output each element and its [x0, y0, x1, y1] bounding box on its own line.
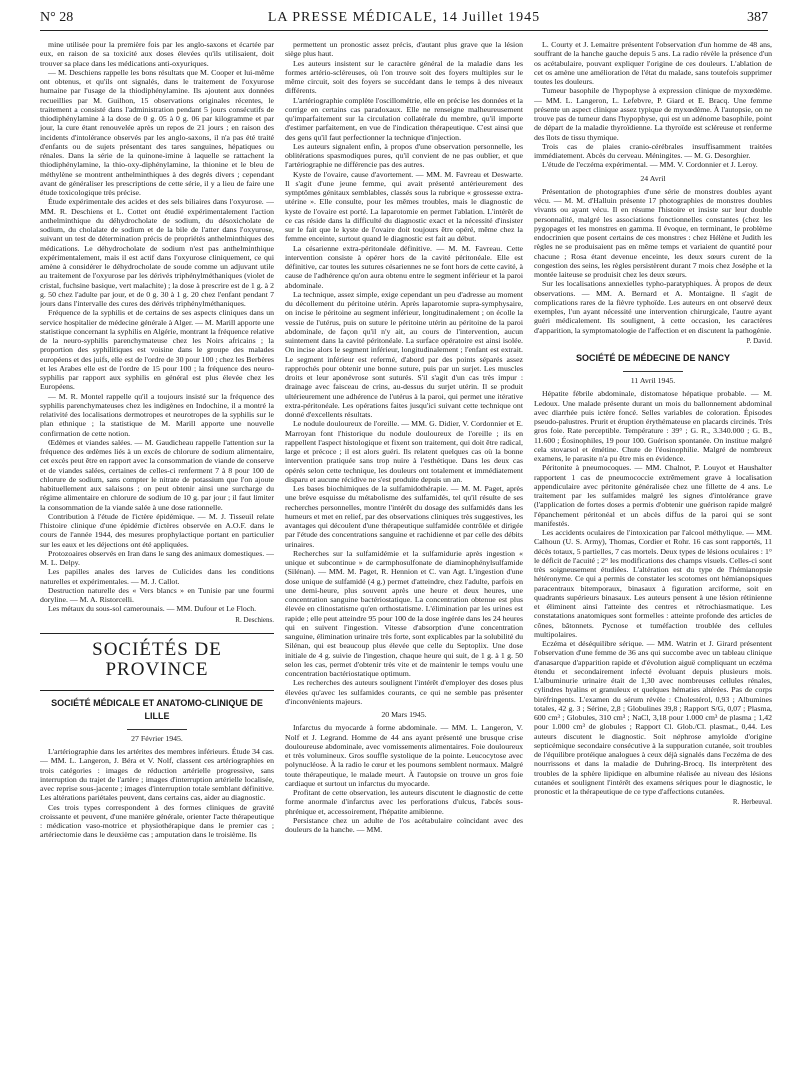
paragraph: Contribution à l'étude de l'ictère épidémique. — M. J. Tisseuil relate l'histoire clinique d'une épidémie d'ictères observée en A.O.F. dans le cours de l'année 1944, des mesures prophylactique portant en particulier sur les eaux et les déjections ont été appliquées. — [40, 511, 274, 549]
paragraph: mine utilisée pour la première fois par les anglo-saxons et écartée par eux, en raison de sa toxicité aux doses élevées qu'ils utilisaient, doit trouver sa place dans les médications anti-oxyuriques. — [40, 40, 274, 68]
paragraph: Les recherches des auteurs soulignent l'intérêt d'employer des doses plus élevées qu'avec les sulfamides courants, ce qui ne semble pas présenter d'inconvénients majeurs. — [285, 678, 523, 706]
paragraph: Tumeur basophile de l'hypophyse à expression clinique de myxœdème. — MM. L. Langeron, L. Lefebvre, P. Giard et E. Bracq. Une femme présente un aspect clinique assez typique de myxœdème. À l'autopsie, on ne trouve pas de tumeur dans l'hypophyse, qui est un adénome basophile, point de départ de la maladie thyroïdienne. La thyroïde est scléreuse et renferme des îlots de tissu thymique. — [534, 86, 772, 142]
signature: R. Herbeuval. — [732, 798, 772, 807]
paragraph: La technique, assez simple, exige cependant un peu d'adresse au moment du décollement du péritoine utérin. Après laparotomie supra-symphysaire, on incise le péritoine au segment inférieur, longitudinalement ; on écolle la vessie de l'utérus, puis on suture le péritoine utérin au péritoine de la paroi abdominale, de façon qu'il n'y ait, au cours de l'intervention, aucun suintement dans la cavité péritonéale. La surface opératoire est ainsi isolée. On incise alors le segment inférieur, longitudinalement ; l'enfant est extrait. Le segment inférieur est refermé, d'abord par des points séparés assez rapprochés pour obtenir une bonne suture, puis par un surjet. Les muscles droits et leur aponévrose sont suturés. S'il s'agit d'un cas très impur : drainage avec faisceau de crins, au-dessus du surjet utérin. Il se produit ultérieurement une adhérence de l'utérus à la paroi, qui permet une itérative extra-péritonéale. Les opérations faites jusqu'ici suivant cette technique ont donné d'excellents résultats. — [285, 289, 523, 419]
signature: P. David. — [746, 336, 772, 345]
paragraph: Protozoaires observés en Iran dans le sang des animaux domestiques. — M. L. Delpy. — [40, 548, 274, 567]
paragraph: Les métaux du sous-sol camerounais. — MM. Dufour et Le Floch. — [48, 604, 257, 614]
paragraph: Recherches sur la sulfamidémie et la sulfamidurie après ingestion « unique et subcontinue » de carmphosulfonate de diaminophénylsulfamide (Silénan). — MM. M. Paget, R. Hennion et C. van Agt. L'ingestion d'une dose unique de sulfamidé (4 g.) permet d'atteindre, chez l'adulte, parfois en une demi-heure, plus souvent après une heure et deux heures, une concentration sanguine bactériostatique. La concentration obtenue est plus élevée en clinostatisme qu'en orthostatisme. L'élimination par les urines est rapide ; elle peut atteindre 95 pour 100 de la dose ingérée dans les 24 heures qui en suivent l'ingestion. Vitesse d'absorption d'une concentration sanguine, élimination urinaire très forte, sont explicables par la solubilité du Silénan, qui est beaucoup plus élevée que celle du Septoplix. Une dose initiale de 4 g. suivie de l'ingestion, chaque heure qui suit, de 1 g. à 1 g. 50 selon les cas, permet d'obtenir très vite et de maintenir le temps voulu une concentration bactériostatique optimum. — [285, 548, 523, 678]
paragraph: Le nodule douloureux de l'oreille. — MM. G. Didier, V. Cordonnier et E. Marroyan font l'historique du nodule douloureux de l'oreille ; ils en rappellent l'aspect histologique et fixent son traitement, qui doit être radical, large et précoce ; il est alors guéri. Ils relatent quelques cas où la bonne intervention pratiquée sans trop nuire à l'esthétique. Dans les deux cas opérés selon cette technique, les douleurs ont totalement et immédiatement disparu et aucune récidive ne s'est produite depuis un an. — [285, 419, 523, 484]
paragraph: — M. Deschiens rappelle les bons résultats que M. Cooper et lui-même ont obtenus, et qu'ils ont signalés, dans le traitement de l'oxyurose humaine par l'usage de la thiodiphénylamine. Ils ajoutent aux données recueillies par M. Guilhon, 15 observations originales récentes, le traitement a consisté dans l'administration pendant 5 jours consécutifs de thiodiphénylamine à la dose de 0 g. 05 à 0 g. 06 par kilogramme et par jour, la cure étant renouvelée après un repos de 21 jours ; en raison des incidents d'intolérance observés par les anglo-saxons, il n'a pas été traité d'enfants ou de sujets présentant des tares sanguines, hépatiques ou rénales. Dans la série de la quinone-imine à laquelle se rattachent la thiodiphénylamine, la thio-oxy-diphénylamine, la thionine et le bleu de méthylène se montrent anthelminthiques à des degrés divers ; cependant avant de généraliser les prescriptions de cette série, il y a lieu de faire une étude toxicologique très précise. — [40, 67, 274, 197]
column-2 — [285, 40, 523, 1076]
paragraph: Les auteurs insistent sur le caractère général de la maladie dans les formes artério-scléreuses, où l'on trouve soit des foyers multiples sur le même circuit, soit des foyers se succédant dans le temps à des niveaux différents. — [285, 58, 523, 96]
paragraph: Kyste de l'ovaire, cause d'avortement. — MM. M. Favreau et Deswarte. Il s'agit d'une jeune femme, qui avait présenté antérieurement des symptômes génitaux semblables, classés sous la rubrique « grossesse extra-utérine ». Elle consulte, pour les mêmes troubles, mais le diagnostic de kyste de l'ovaire est porté. La laparotomie en permet l'ablation. L'intérêt de ce cas réside dans la difficulté du diagnostic exact et la nécessité d'insister sur le fait que le kyste de l'ovaire doit toujours être opéré, même chez la femme enceinte, surtout quand le diagnostic est fait au début. — [285, 169, 523, 244]
paragraph: Fréquence de la syphilis et de certains de ses aspects cliniques dans un service hospitalier de médecine générale à Alger. — M. Marill apporte une statistique concernant la syphilis en Algérie, montrant la fréquence relative de la neuro-syphilis parenchymateuse chez les Noirs africains ; la proportion des syphilitiques est voisine dans le groupe des malades européens et des juifs, elle est de l'ordre de 30 pour 100 ; chez les Berbères et les Arabes elle est de l'ordre de 15 pour 100 ; la fréquence des neuro-syphilis par rapport aux syphilis en général est plus élevée chez les Européens. — [40, 308, 274, 392]
page-number: 387 — [747, 10, 768, 25]
paragraph: Sur les localisations annexielles typho-paratyphiques. À propos de deux observations. — MM. A. Bernard et A. Montaigne. Il s'agit de complications rares de la fièvre typhoïde. Les auteurs en ont observé deux exemples, l'un ayant nécessité une intervention chirurgicale, l'autre ayant guéri médicalement. Ils soulignent, à cette occasion, les caractères d'apparition, la symptomatologie de l'affection et en discutent la pathogénie. — [534, 279, 772, 335]
session-date: 24 Avril — [640, 173, 666, 183]
column-3 — [534, 40, 772, 1076]
paragraph: Présentation de photographies d'une série de monstres doubles ayant vécu. — M. M. d'Halluin présente 17 photographies de monstres doubles vivants ou ayant vécu. Il en résume l'histoire et insiste sur leur double personnalité, malgré les associations fonctionnelles constantes (chez les pygopages et les monstres en gamma. Il évoque, en terminant, le problème endocrinien que posent certains de ces monstres : chez Hélène et Judith les règles ne se produisaient pas en même temps et variaient de quantité pour chacune ; Rosa étant devenue enceinte, les deux sœurs curent de la congestion des seins, les règles persistèrent durant 7 mois chez Joséphe et la montée laiteuse se produisit chez les deux sœurs. — [534, 186, 772, 279]
paragraph: Infarctus du myocarde à forme abdominale. — MM. L. Langeron, V. Nolf et J. Legrand. Homme de 44 ans ayant présenté une brusque crise douloureuse abdominale, avec vomissements alimentaires. Foie douloureux et très volumineux. Gros souffle systolique de la pointe. Leucocytose avec polynucléose. À la radio le cœur et les poumons semblent normaux. Malgré toute thérapeutique, le malade meurt. À l'autopsie on trouve un gros foie cardiaque et surtout un infarctus du myocarde. — [285, 723, 523, 788]
paragraph: Ces trois types correspondent à des formes cliniques de gravité croissante et peuvent, d'une manière générale, orienter l'acte thérapeutique : médication vaso-motrice et physiothérapique dans le premier cas ; artériectomie dans le deuxième cas ; amputation dans le troisième. Ils — [40, 802, 274, 840]
paragraph: — M. R. Montel rappelle qu'il a toujours insisté sur la fréquence des syphilis parenchymateuses chez les indigènes en Indochine, il a montré la relativité des localisations dermotropes et neurotropes de la syphilis sur le plan ethnique ; la statistique de M. Marill apporte une nouvelle confirmation de cette notion. — [40, 391, 274, 438]
paragraph: L'étude de l'eczéma expérimental. — MM. V. Cordonnier et J. Leroy. — [542, 160, 758, 170]
paragraph: Les auteurs signalent enfin, à propos d'une observation personnelle, les oblitérations spasmodiques pures, qu'il convient de ne pas oublier, et que l'artériographie ne différencie pas des autres. — [285, 141, 523, 170]
paragraph: permettent un pronostic assez précis, d'autant plus grave que la lésion siège plus haut. — [285, 40, 523, 59]
paragraph: Hépatite fébrile abdominale, distomatose hépatique probable. — M. Ledoux. Une malade présente durant un mois du ballonnement abdominal avec diarrhée puis ictère foncé. Selles variables de coloration. Épisodes pseudo-palustres. Prurit et éruption érythémateuse en placards circinés. Très gros foie. Rate perceptible. Température : 39° ; G. R., 3.340.000 ; G. B., 11.600 ; Éosinophiles, 19 pour 100. Guérison spontanée. On institue malgré cela stovarsol et émétine. Chute de l'éosinophilie. Malgré de nombreux examens, le parasite n'a pu être mis en évidence. — [534, 389, 772, 463]
issue-number: N° 28 — [40, 10, 74, 25]
paragraph: Eczéma et déséquilibre sérique. — MM. Watrin et J. Girard présentent l'observation d'une femme de 36 ans qui succombe avec un tableau clinique d'anasarque d'apparition rapide et d'évolution aiguë compliquant un eczéma étendu et secondairement infecté évoluant depuis plusieurs mois. L'albuminurie urinaire était de 1,30 avec nombreuses cellules rénales, cylindres hyalins et granuleux et quelques hématies altérées. Pas de corps biréfringents. L'examen du sérum révèle : Cholestérol, 0,93 ; Albumines totales, 42 g. 3 ; Sérine, 2,8 ; Globulines 39,8 ; Rapport S/G, 0,07 ; Plasma, 600 cm³ ; Globules, 310 cm³ ; NaCl, 3,18 pour 1.000 cm³ de plasma ; 1,42 pour 1.000 cm³ de globules ; Rapport Cl. Glob./Cl. plasmat., 0,44. Les auteurs discutent le diagnostic. Soit néphrose amyloïde d'origine septicémique secondaire consécutive à la suppuration cutanée, soit troubles de l'équilibre protéique analogues à ceux déjà signalés dans l'eczéma de des nourrissons et dans la maladie de Duhring-Brocq. Ils interprètent des troubles de la sphère lipidique en albumine réalisée au niveau des lésions cutanées et soulignent l'intérêt des examens sériques pour le diagnostic, le pronostic et la thérapeutique de ce type d'affections cutanées. — [534, 639, 772, 796]
society-heading: SOCIÉTÉ DE MÉDECINE DE NANCY — [575, 353, 731, 363]
paragraph: Destruction naturelle des « Vers blancs » en Tunisie par une fourmi doryline. — M. A. Ristorcelli. — [40, 585, 274, 604]
paragraph: Péritonite à pneumocoques. — MM. Chalnot, P. Louyot et Haushalter rapportent 1 cas de pneumococcie extrêmement grave à localisation appendiculaire avec péritonite généralisée chez une fillette de 4 ans. Le traitement par les sulfamides malgré les signes d'intolérance grave (l'application de fortes doses a permis d'obtenir une guérison rapide malgré l'épanchement péritonéal et un abcès diffus de la paroi qui se sont manifestés. — [534, 463, 772, 528]
column-1 — [40, 40, 274, 1076]
paragraph: La césarienne extra-péritonéale définitive. — M. M. Favreau. Cette intervention consiste à opérer hors de la cavité péritonéale. Elle est définitive, car toutes les sutures césariennes ne se font hors de cette cavité, à cause de l'adhérence qu'on aura obtenu entre le segment inférieur et la paroi abdominale. — [285, 243, 523, 290]
paragraph: L'artériographie complète l'oscillométrie, elle en précise les données et la corrige en certains cas paradoxaux. Elle ne renseigne malheureusement qu'imparfaitement sur la circulation collatérale du membre, qu'il importe d'estimer parfaitement, en vue de l'indication thérapeutique. C'est ainsi que des gens qu'il faut perfectionner la technique d'injection. — [285, 95, 523, 142]
journal-title: LA PRESSE MÉDICALE, 14 Juillet 1945 — [267, 10, 541, 25]
signature: R. Deschiens. — [235, 615, 274, 624]
paragraph: Les papilles anales des larves de Culicides dans les conditions naturelles et expérimentales. — M. J. Callot. — [40, 567, 274, 586]
paragraph: Profitant de cette observation, les auteurs discutent le diagnostic de cette forme anormale d'infarctus avec les perforations d'ulcus, l'abcès sous-phrénique et, accessoirement, l'hépatite amibienne. — [285, 788, 523, 816]
session-date: 20 Mars 1945. — [381, 710, 427, 719]
divider — [127, 729, 187, 730]
running-header — [40, 10, 768, 31]
paragraph: Les bases biochimiques de la sulfamidothérapie. — M. M. Paget, après une brève esquisse du métabolisme des sulfamidés, tel qu'il résulte de ses recherches personnelles, montre l'intérêt du dosage des sulfamidés dans les humeurs et met en relief, par des observations cliniques très suggestives, les avantages qui découlent d'une thérapeutique sulfamidée contrôlée et dirigée par l'étude des concentrations sanguine et rachidienne et par celle des débits urinaires. — [285, 484, 523, 549]
paragraph: Étude expérimentale des acides et des sels biliaires dans l'oxyurose. — MM. R. Deschiens et L. Cottet ont étudié expérimentalement l'action anthelminthique du déhydrocholate de sodium, du désoxicholate de sodium, du cholalate de sodium et de la bile de l'atter dans l'oxyurose, suivant un test de détermination précis de propriétés anthelminthiques des médications. Le déhydrocholate de sodium n'est pas anthelminthique expérimentalement, mais il est actif dans l'oxyurose cliniquement, ce qui amène à considérer le déhydrocholate de soude comme un adjuvant utile au traitement de l'oxyurose par les dérivés triphénylméthaniques (violet de cristal, fuchsine basique, vert malachite) ; la dose à prescrire est de 1 g. à 2 g. 50 chez l'adulte par jour, et de 0 g. 30 à 1 g. 20 chez l'enfant pendant 7 jours dans l'intervalle des cures des dérivés triphénylméthaniques. — [40, 197, 274, 308]
divider — [40, 633, 274, 634]
divider — [623, 371, 683, 372]
section-title: SOCIÉTÉS DE PROVINCE — [92, 638, 222, 680]
paragraph: L'artériographie dans les artérites des membres inférieurs. Étude 34 cas. — MM. L. Langeron, J. Béra et V. Nolf, classent ces artériographies en trois catégories : images de réduction artérielle progressive, sans interruption du trajet de l'artère ; images d'interruption artérielle localisée, avec reprise sous-jacente ; images d'interruption totale semblant définitive. Les altérations pariétales peuvent, dans certains cas, aider au diagnostic. — [40, 747, 274, 803]
paragraph: L. Courty et J. Lemaitre présentent l'observation d'un homme de 48 ans, souffrant de la hanche gauche depuis 5 ans. La radio révèle la présence d'un os acétabulaire, pouvant expliquer l'origine de ces douleurs. L'ablation de cet os amène une amélioration de l'état du malade, sans toutefois supprimer toutes les douleurs. — [534, 40, 772, 86]
paragraph: Persistance chez un adulte de l'os acétabulaire coïncidant avec des douleurs de la hanche. — MM. — [285, 815, 523, 834]
divider — [40, 690, 274, 691]
paragraph: Œdèmes et viandes salées. — M. Gaudicheau rappelle l'attention sur la fréquence des œdèmes liés à un excès de chlorure de sodium alimentaire, cet excès peut être en rapport avec la consommation de viande de conserve et de viandes salées, certaines de celles-ci renferment 7 à 8 pour 100 de chlorure de sodium, sans compter le nitrate de potassium que l'on ajoute habituellement aux salaisons ; on peut obtenir ainsi une surcharge du régime alimentaire en chlorure de sodium de 10 g. par jour ; il faut limiter la consommation de la viande salée à une dose rationnelle. — [40, 437, 274, 512]
session-date: 11 Avril 1945. — [630, 376, 676, 385]
paragraph: Les accidents oculaires de l'intoxication par l'alcool méthylique. — MM. Calhoun (U. S. Army), Thomas, Cordier et Rohr. 16 cas sont rapportés, 11 décès totaux, 5 partielles, 7 cas mortels. Deux types de lésions oculaires : 1° le déficit de l'acuité ; 2° les modifications des champs visuels. Celles-ci sont très soigneusement étudiées. L'altération est du type de l'hémianopsie hétéronyme. Ce qui a permis de constater les scotomes ont hémianopsiques paracentraux bitemporaux, binasaux à figuration arciforme, soit en quadrants supérieurs binasaux. Les auteurs pensent à une lésion rétinienne et éliminent ainsi l'atteinte des centres et rétrochiasmatique. Les constatations anatomiques sont formelles : atteinte profonde des articles de cônes, bâtonnets. Pycnose et tuméfaction troublée des cellules multipolaires. — [534, 528, 772, 639]
paragraph: Trois cas de plaies cranio-cérébrales insuffisamment traitées immédiatement. Abcès du cerveau. Méningites. — M. G. Desorghier. — [534, 141, 772, 160]
society-heading: SOCIÉTÉ MÉDICALE ET ANATOMO-CLINIQUE DE LILLE — [51, 697, 263, 721]
session-date: 27 Février 1945. — [131, 733, 183, 743]
